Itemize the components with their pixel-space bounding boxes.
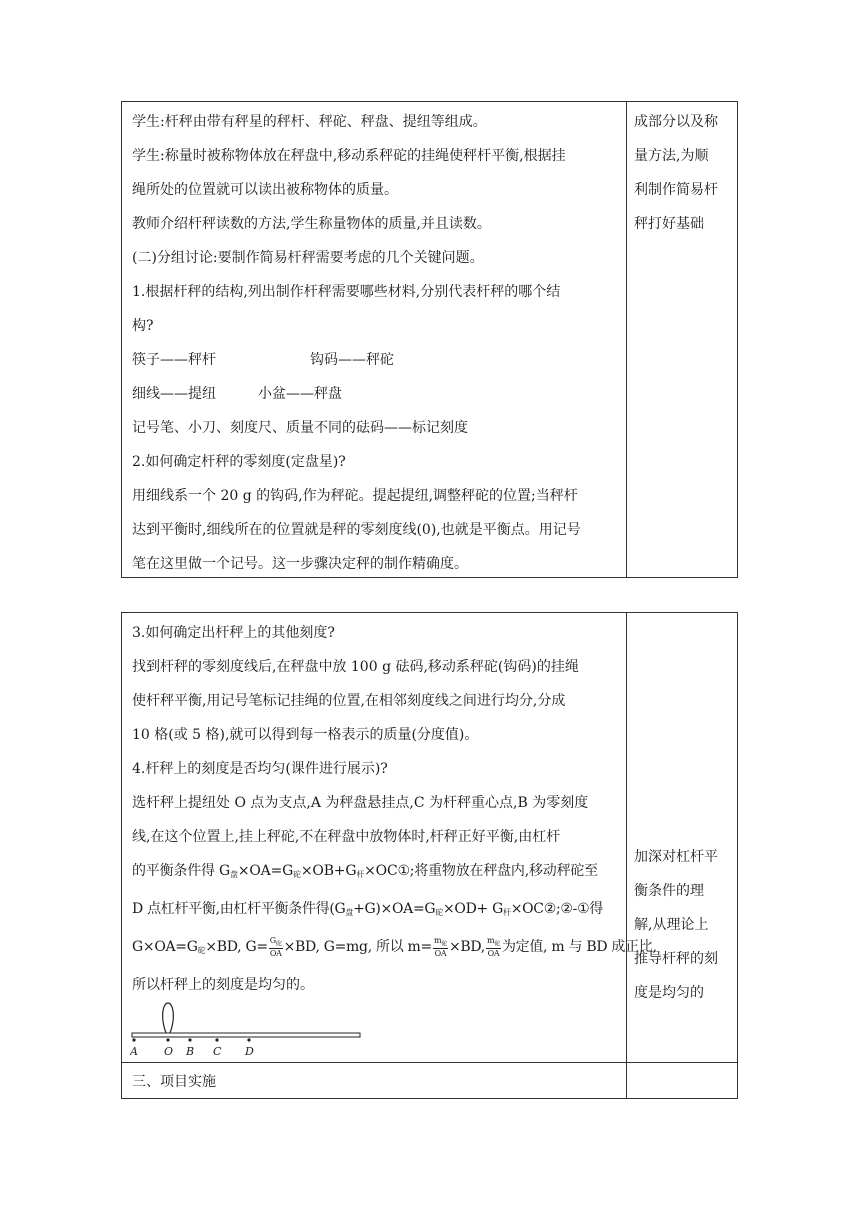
material-a: 细线——提纽 <box>132 386 216 402</box>
text-line: 1.根据杆秤的结构,列出制作杆秤需要哪些材料,分别代表杆秤的哪个结 <box>132 284 561 300</box>
table-1 <box>121 101 738 578</box>
text-line: 达到平衡时,细线所在的位置就是秤的零刻度线(0),也就是平衡点。用记号 <box>132 522 581 538</box>
equation-line-2: D 点杠杆平衡,由杠杆平衡条件得$(G_盘+G)\times OA=G_砣\times OD+$ $G_杆\times OC②;②-①$得 <box>132 901 604 917</box>
column-divider <box>626 613 627 1098</box>
side-line: 量方法,为顺 <box>634 148 709 164</box>
text-line: 学生:杆秤由带有秤星的秤杆、秤砣、秤盘、提纽等组成。 <box>132 114 487 130</box>
material-row <box>132 343 622 377</box>
point-b-dot <box>188 1038 191 1041</box>
point-a-dot <box>132 1038 135 1041</box>
side-line: 衡条件的理 <box>634 883 704 899</box>
side-line: 利制作简易杆 <box>634 182 718 198</box>
text-line: 线,在这个位置上,挂上秤砣,不在秤盘中放物体时,杆秤正好平衡,由杠杆 <box>132 829 561 845</box>
material-row <box>132 377 622 411</box>
table-1-main-cell <box>132 105 622 581</box>
text-line: 构? <box>132 318 154 334</box>
text-line: 学生:称量时被称物体放在秤盘中,移动系秤砣的挂绳使秤杆平衡,根据挂 <box>132 148 566 164</box>
text-line: 笔在这里做一个记号。这一步骤决定秤的制作精确度。 <box>132 556 468 572</box>
text-line: 3.如何确定出杆秤上的其他刻度? <box>132 625 335 641</box>
side-line: 度是均匀的 <box>634 985 704 1001</box>
label-a: A <box>130 1045 138 1058</box>
table-1-side-cell <box>634 105 734 241</box>
steelyard-diagram <box>130 999 370 1061</box>
text-line: 使杆秤平衡,用记号笔标记挂绳的位置,在相邻刻度线之间进行均分,分成 <box>132 693 566 709</box>
footer-row <box>132 1065 216 1099</box>
label-b: B <box>186 1045 195 1058</box>
side-line: 秤打好基础 <box>634 216 704 232</box>
equation-line-1: 的平衡条件得 $G_盘\times OA=G_砣\times OB+G_杆\times OC①$;将重物放在秤盘内,移动秤砣至 <box>132 863 598 879</box>
text-line: 教师介绍杆秤读数的方法,学生称量物体的质量,并且读数。 <box>132 216 491 232</box>
text-line: 选杆秤上提纽处 O 点为支点,A 为秤盘悬挂点,C 为杆秤重心点,B 为零刻度 <box>132 795 589 811</box>
side-line: 解,从理论上 <box>634 917 709 933</box>
point-d-dot <box>247 1038 250 1041</box>
text-line: 10 格(或 5 格),就可以得到每一格表示的质量(分度值)。 <box>132 727 479 743</box>
material-b: 钩码——秤砣 <box>310 352 394 368</box>
fraction-m-over-oa: $\frac{m_砣}{OA}$ <box>486 935 500 959</box>
table-2-side-cell <box>634 840 734 1010</box>
text-line: 2.如何确定杆秤的零刻度(定盘星)? <box>132 454 346 470</box>
fraction-m-over-oa: $\frac{m_砣}{OA}$ <box>433 935 447 959</box>
text-line: (二)分组讨论:要制作简易杆秤需要考虑的几个关键问题。 <box>132 250 484 266</box>
label-d: D <box>245 1045 254 1058</box>
row-divider <box>122 1062 737 1063</box>
equation-line-3: $G\times OA=G_砣\times BD$, G= $\frac{G_砣}{OA}$ ×BD, G=mg, 所以 m= $\frac{m_砣}{OA}$ ×BD, $\frac{m_砣}{OA}$ 为定值, m 与 BD 成正比, <box>132 935 657 959</box>
text-line: 所以杆秤上的刻度是均匀的。 <box>132 977 314 993</box>
material-b: 小盆——秤盘 <box>258 386 342 402</box>
side-line: 成部分以及称 <box>634 114 718 130</box>
material-a: 筷子——秤杆 <box>132 352 216 368</box>
text-line: 4.杆秤上的刻度是否均匀(课件进行展示)? <box>132 761 388 777</box>
suspension-loop <box>163 1003 174 1033</box>
text-line: 记号笔、小刀、刻度尺、质量不同的砝码——标记刻度 <box>132 420 468 436</box>
table-2-main-cell <box>132 616 657 1002</box>
text-line: 找到杆秤的零刻度线后,在秤盘中放 100 g 砝码,移动系秤砣(钩码)的挂绳 <box>132 659 579 675</box>
text-line: 用细线系一个 20 g 的钩码,作为秤砣。提起提纽,调整秤砣的位置;当秤杆 <box>132 488 578 504</box>
steelyard-beam <box>132 1033 360 1037</box>
point-o-dot <box>166 1038 169 1041</box>
section-heading: 三、项目实施 <box>132 1074 216 1090</box>
column-divider <box>626 102 627 577</box>
point-c-dot <box>215 1038 218 1041</box>
text-line: 绳所处的位置就可以读出被称物体的质量。 <box>132 182 398 198</box>
label-o: O <box>164 1045 174 1058</box>
label-c: C <box>213 1045 222 1058</box>
side-line: 推导杆秤的刻 <box>634 951 718 967</box>
side-line: 加深对杠杆平 <box>634 849 718 865</box>
table-2 <box>121 612 738 1099</box>
fraction-g-over-oa: $\frac{G_砣}{OA}$ <box>269 935 282 959</box>
